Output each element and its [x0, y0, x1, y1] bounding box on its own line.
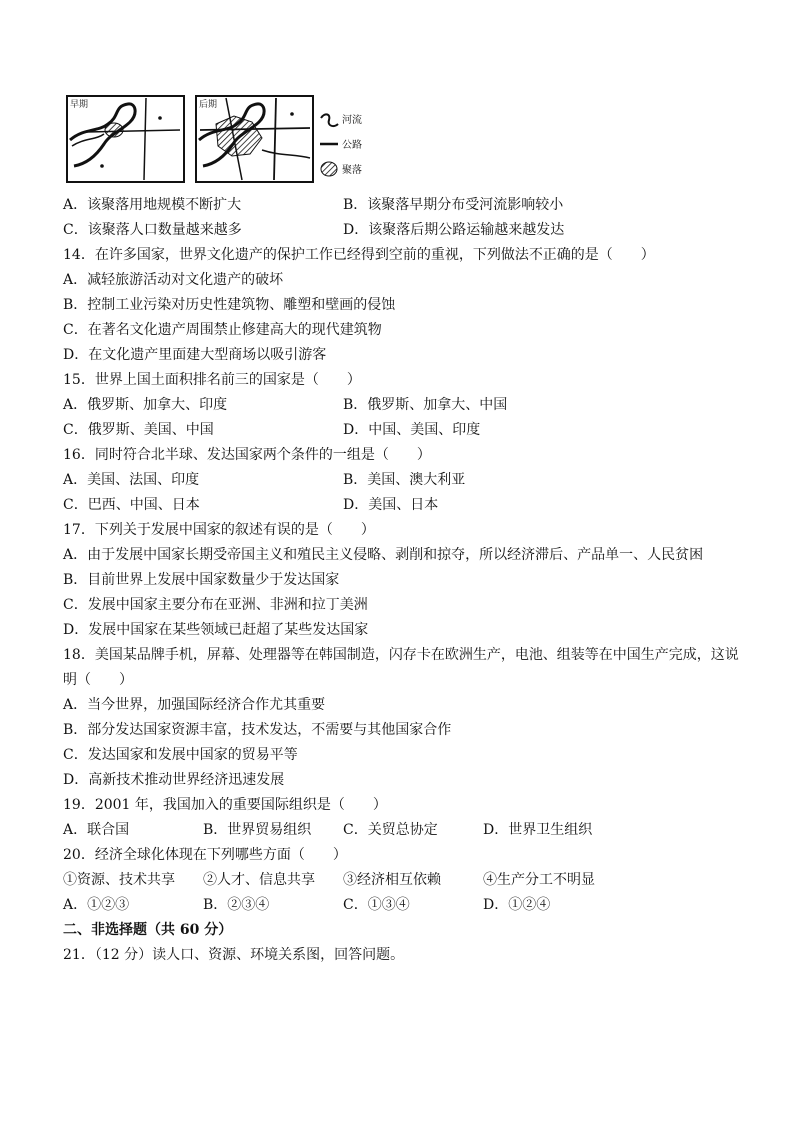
- q19-stem: 19．2001 年，我国加入的重要国际组织是（ ）: [63, 797, 387, 813]
- early-label: 早期: [70, 100, 89, 110]
- q20-statement-1: ①资源、技术共享: [63, 872, 175, 888]
- q17-option-c: C．发展中国家主要分布在亚洲、非洲和拉丁美洲: [63, 597, 368, 613]
- legend-road-label: 公路: [342, 140, 362, 151]
- q20-statement-2: ②人才、信息共享: [203, 872, 315, 888]
- q16-option-c: C．巴西、中国、日本: [63, 497, 200, 513]
- q19-option-a: A．联合国: [63, 822, 130, 838]
- q20-option-c: C．①③④: [343, 897, 410, 913]
- q17-option-b: B．目前世界上发展中国家数量少于发达国家: [63, 572, 340, 588]
- q13-option-c: C．该聚落人口数量越来越多: [63, 222, 242, 238]
- q19-option-c: C．关贸总协定: [343, 822, 438, 838]
- q15-option-b: B．俄罗斯、加拿大、中国: [343, 397, 508, 413]
- q16-option-b: B．美国、澳大利亚: [343, 472, 466, 488]
- q18-option-c: C．发达国家和发展中国家的贸易平等: [63, 747, 298, 763]
- late-panel: [196, 96, 313, 182]
- settlement-legend-icon: [321, 162, 337, 176]
- q18-stem-line1: 18．美国某品牌手机，屏幕、处理器等在韩国制造，闪存卡在欧洲生产，电池、组装等在中国生产完成，这说: [63, 647, 739, 663]
- q14-option-a: A．减轻旅游活动对文化遗产的破坏: [63, 272, 284, 288]
- late-label: 后期: [199, 100, 218, 110]
- q17-option-a: A．由于发展中国家长期受帝国主义和殖民主义侵略、剥削和掠夺，所以经济滞后、产品单一、人民贫困: [63, 547, 704, 563]
- q19-option-d: D．世界卫生组织: [483, 822, 593, 838]
- q17-stem: 17．下列关于发展中国家的叙述有误的是（ ）: [63, 522, 375, 538]
- settlement-map-svg: [66, 94, 372, 186]
- q15-stem: 15．世界上国土面积排名前三的国家是（ ）: [63, 372, 361, 388]
- q15-option-c: C．俄罗斯、美国、中国: [63, 422, 214, 438]
- q21-stem: 21．（12 分）读人口、资源、环境关系图，回答问题。: [63, 947, 405, 963]
- q14-option-d: D．在文化遗产里面建大型商场以吸引游客: [63, 347, 327, 363]
- q18-option-b: B．部分发达国家资源丰富，技术发达，不需要与其他国家合作: [63, 722, 452, 738]
- q20-option-a: A．①②③: [63, 897, 130, 913]
- q20-option-b: B．②③④: [203, 897, 270, 913]
- q13-option-a: A．该聚落用地规模不断扩大: [63, 197, 242, 213]
- river-legend-icon: [321, 114, 338, 126]
- q14-option-b: B．控制工业污染对历史性建筑物、雕塑和壁画的侵蚀: [63, 297, 396, 313]
- q20-statement-3: ③经济相互依赖: [343, 872, 441, 888]
- early-panel: [67, 96, 184, 182]
- q15-option-d: D．中国、美国、印度: [343, 422, 481, 438]
- q14-stem: 14．在许多国家，世界文化遗产的保护工作已经得到空前的重视，下列做法不正确的是（ ）: [63, 247, 655, 263]
- q18-stem-line2: 明（ ）: [63, 672, 133, 688]
- q17-option-d: D．发展中国家在某些领域已赶超了某些发达国家: [63, 622, 369, 638]
- q16-stem: 16．同时符合北半球、发达国家两个条件的一组是（ ）: [63, 447, 431, 463]
- map-legend: [320, 113, 362, 176]
- q20-statement-4: ④生产分工不明显: [483, 872, 595, 888]
- q19-option-b: B．世界贸易组织: [203, 822, 312, 838]
- q13-option-d: D．该聚落后期公路运输越来越发达: [343, 222, 565, 238]
- q13-option-b: B．该聚落早期分布受河流影响较小: [343, 197, 564, 213]
- q14-option-c: C．在著名文化遗产周围禁止修建高大的现代建筑物: [63, 322, 382, 338]
- q15-option-a: A．俄罗斯、加拿大、印度: [63, 397, 228, 413]
- q16-option-d: D．美国、日本: [343, 497, 439, 513]
- q18-option-a: A．当今世界，加强国际经济合作尤其重要: [63, 697, 326, 713]
- q20-stem: 20．经济全球化体现在下列哪些方面（ ）: [63, 847, 347, 863]
- q20-option-d: D．①②④: [483, 897, 551, 913]
- legend-river-label: 河流: [342, 115, 362, 126]
- q16-option-a: A．美国、法国、印度: [63, 472, 200, 488]
- settlement-map-figure: [66, 94, 372, 186]
- legend-settlement-label: 聚落: [342, 165, 362, 176]
- q18-option-d: D．高新技术推动世界经济迅速发展: [63, 772, 285, 788]
- section-2-heading: 二、非选择题（共 60 分）: [63, 922, 233, 938]
